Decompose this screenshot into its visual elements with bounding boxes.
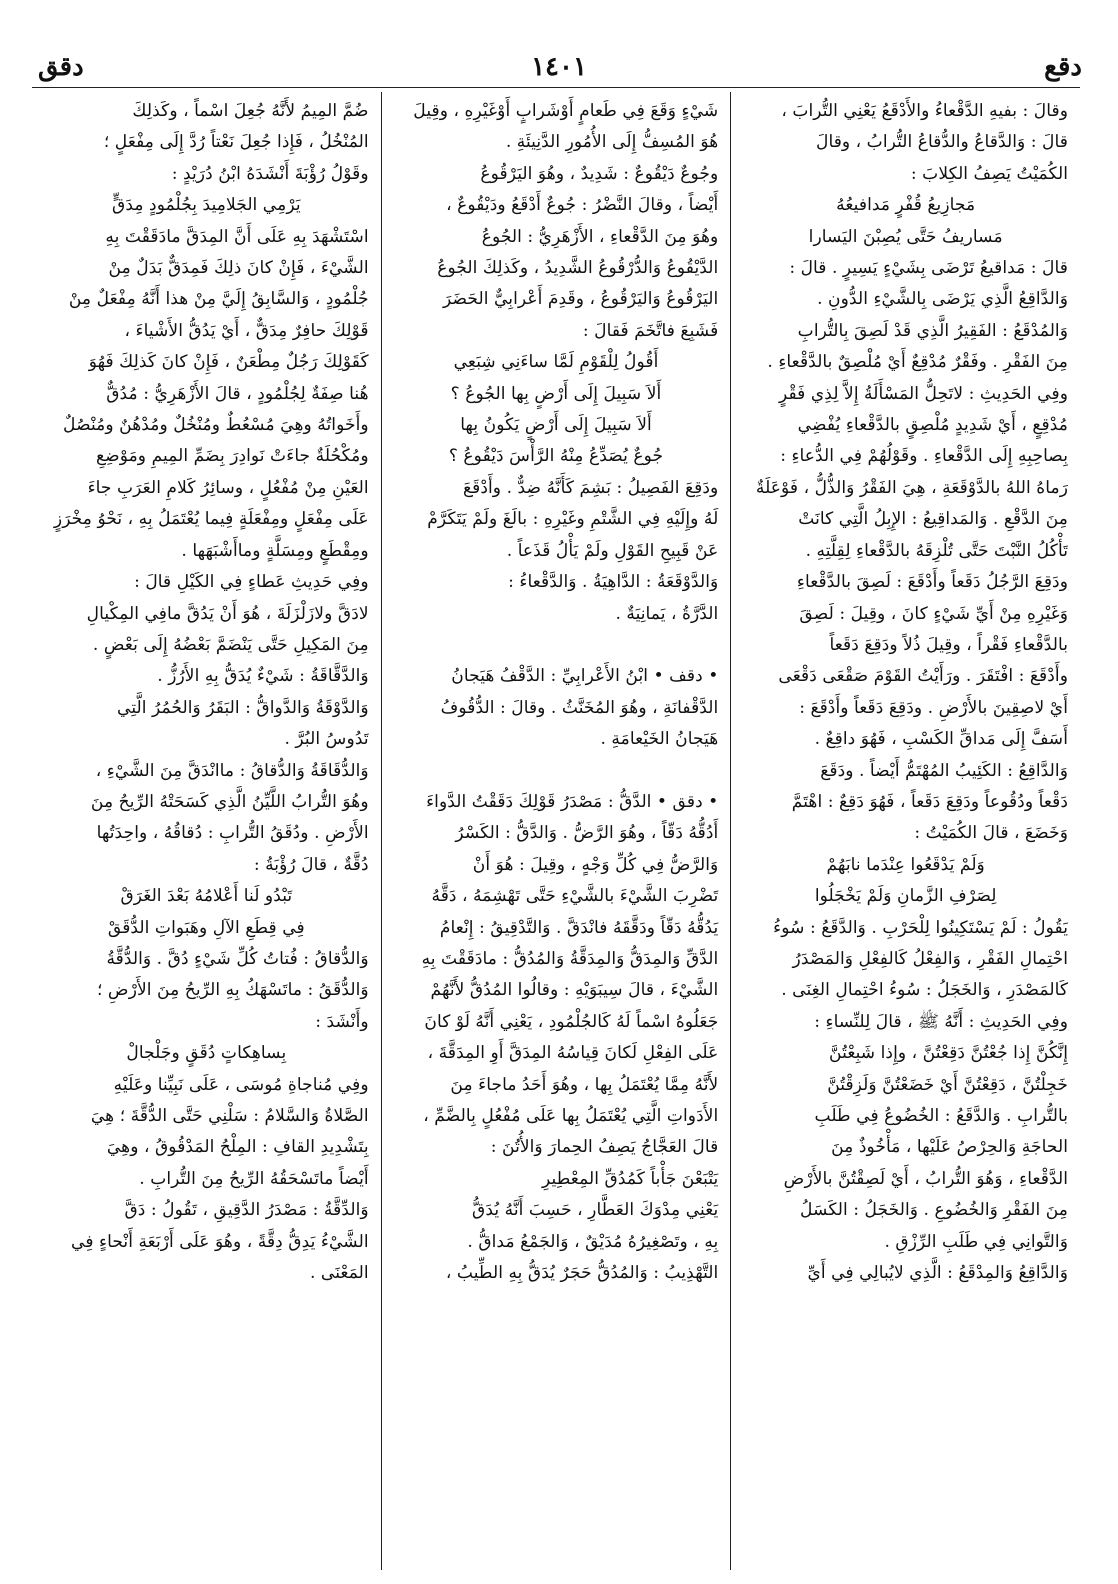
text-line: فِي قِطَعِ الآلِ وهَبَواتِ الدُّقَقْ [107,917,305,938]
text-line: التَّهْذِيبُ : وَالمُدُقُّ حَجَرٌ يُدَقُّ بِهِ الطِّيبُ ، [445,1263,719,1284]
text-line: بالتُّرابِ . وَالدَّقَعُ : الخُضُوعُ فِي طَلَبِ [814,1106,1068,1126]
text-line: تَدُوسُ البُرَّ . [284,729,369,750]
text-line: بِصاحِبِهِ إِلَى الدَّقْعاءِ . وقَوْلُهُمْ فِي الدُّعاءِ : [780,446,1068,467]
text-line: وَالمُدْقَعُ : الفَقِيرُ الَّذِي قَدْ لَصِقَ بِالتُّرابِ [797,320,1068,341]
text-line: وَالدِّقَّةُ : مَصْدَرُ الدَّقِيقِ ، تَقُولُ : دَقَّ [124,1200,369,1221]
blank-line [394,630,719,661]
text-line: أَلاَ سَبِيلَ إِلَى أَرْضٍ يَكُونُ بِها [460,415,652,436]
text-line: دَقْعاً ودُقُوعاً ودَقِعَ دَقَعاً ، فَهُوَ دَقِعٌ : اهْتَمَّ [791,791,1068,812]
column-middle [382,92,732,1570]
text-line: مِنَ الدَّقْعِ . وَالمَداقِيعُ : الإِبِلُ الَّتِي كانَتْ [798,509,1068,530]
text-line: الدَّقْعاءِ ، وَهُوَ التُّرابُ ، أَيْ لَصِقْتُنَّ بالأَرْضِ [783,1168,1068,1189]
text-line: أَلاَ سَبِيلَ إِلَى أَرْضٍ بِها الجُوعُ ؟ [450,383,662,404]
text-line: وَغَيْرِهِ مِنْ أَيِّ شَيْءٍ كانَ ، وقِيلَ : لَصِقَ [799,603,1068,624]
text-line: دُقَّةٌ ، قالَ رُؤْبَةُ : [253,854,369,875]
text-line: قالَ : وَالدَّقاعُ والدُّقاعُ التُّرابُ ، وقالَ [815,132,1068,153]
text-line: يَقُولُ : لَمْ يَسْتَكِينُوا لِلْحَرْبِ . وَالدَّقَعُ : سُوءُ [773,917,1068,938]
text-line: وأَدْقَعَ : افْتَقَرَ . ورَأَيْتُ القَوْمَ صَقْعَى دَقْعَى [778,666,1068,687]
text-line: يَتْبَعْنَ جَأْباً كَمُدُقِّ المِعْطِيرِ [542,1168,719,1189]
text-line: تَضْرِبَ الشَّيْءَ بالشَّيْءِ حَتَّى تَهْشِمَهُ ، دَقَّهُ [431,886,719,907]
text-line: وفِي الحَدِيثِ : لاتَحِلُّ المَسْأَلَةُ إِلاَّ لِذِي فَقْرٍ [778,383,1068,404]
header-rule [32,87,1080,88]
text-line: وَالدَّاقِعُ وَالمِدْقَعُ : الَّذِي لايُبالِي فِي أَيِّ [807,1263,1068,1284]
text-line: الدَّقْفانَةِ ، وهُوَ المُخَنَّثُ . وقالَ : الدُّقُوفُ [440,697,719,718]
text-line: بِهِ ، وتَصْغِيرُهُ مُدَيْقٌ ، وَالجَمْعُ مَداقُّ . [467,1231,719,1252]
text-line: أَيْضاً ماتَسْحَقُهُ الرِّيحُ مِنَ التُّرابِ . [139,1168,369,1189]
text-line: العَيْنِ مِنْ مُفْعُلٍ ، وسائِرُ كَلامِ العَرَبِ جاءَ [87,477,369,498]
text-line: الدَّيْقُوعُ وَالدُّرْقُوعُ الشَّدِيدُ ، وكَذلِكَ الجُوعُ [437,258,719,279]
text-line: وَالدُّقَاقَةُ وَالدُّقاقُ : ماانْدَقَّ مِنَ الشَّيْءِ ، [95,760,369,781]
text-line: يَدُقُّهُ دَقّاً ودَقَّقَهُ فانْدَقَّ . وَالتَّدْقِيقُ : إِنْعامُ [439,917,719,938]
column-left [32,92,382,1570]
text-line: أَيْ لاصِقِينَ بالأَرْضِ . ودَقِعَ دَقَعاً وأَدْقَعَ : [799,697,1068,718]
text-line: جَعَلُوهُ اسْماً لَهُ كَالجُلْمُودِ ، يَعْنِي أَنَّهُ لَوْ كانَ [424,1011,719,1032]
text-line: الحاجَةِ وَالحِرْصُ عَلَيْها ، مَأْخُوذٌ مِنَ [831,1137,1068,1158]
text-line: ودَقِعَ الفَصِيلُ : بَشِمَ كَأَنَّهُ ضِدٌّ . وأَدْقَعَ [463,477,719,498]
text-line: وهُوَ مِنَ الدَّقْعاءِ ، الأَزْهَرِيُّ : الجُوعُ [481,226,719,247]
text-line: تَأْكُلُ النَّبْتَ حَتَّى تُلْزِقَهُ بالدَّقْعاءِ لِقِلَّتِهِ . [805,540,1068,561]
text-line: وقالَ : بفيهِ الدَّقْعاءُ والأَدْقَعُ يَعْنِي التُّرابَ ، [781,101,1068,121]
text-line: وقَوْلُ رُؤْبَةَ أَنْشَدَهُ ابْنُ دُرَيْدٍ : [171,163,369,184]
text-line: شَيْءٍ وَقَعَ فِي طَعامٍ أَوْشَرابٍ أَوْغَيْرِهِ ، وقِيلَ [413,101,719,121]
header-last-root: دقق [38,52,84,82]
text-line: وَالدَّقَّاقَةُ : شَيْءٌ يُدَقُّ بِهِ الأَرُزُّ . [157,666,369,687]
text-line: يَعْنِي مِدْوَكَ العَطَّارِ ، حَسِبَ أَنَّهُ يُدَقُّ [472,1200,719,1221]
text-line: جُلْمُودٍ ، وَالسَّابِقُ إِلَيَّ مِنْ هذا أَنَّهُ مِفْعَلٌ مِنْ [68,289,369,310]
text-line: أَدُقُّهُ دَقّاً ، وهُوَ الرَّضُّ . وَالدَّقُّ : الكَسْرُ [455,823,719,844]
text-line: إِنَّكُنَّ إِذا جُعْتُنَّ دَقِعْتُنَّ ، وإِذا شَبِعْتُنَّ [829,1043,1068,1064]
text-line: مُدْقِعٍ ، أَيْ شَدِيدٍ مُلْصِقٍ بالدَّقْعاءِ يُفْضِي [797,415,1068,436]
text-line: بالدَّقْعاءِ فَقْراً ، وقِيلَ ذُلاً ودَقِعَ دَقَعاً [829,634,1068,655]
text-line: بِساهِكاتٍ دُقَقٍ وجَلْجالْ [126,1043,287,1064]
page-header [30,52,1088,92]
text-line: لادَقَّ ولازَلْزَلَةَ ، هُوَ أَنْ يَدُقَّ مافِي المِكْيالِ [86,603,369,624]
text-line: الدَّرَّةُ ، يَمانِيَةٌ . [615,603,719,624]
text-line: وَالرَّضُّ فِي كُلِّ وَجْهٍ ، وقِيلَ : هُوَ أَنْ [472,854,719,875]
text-line: مِنَ الفَقْرِ . وفَقْرٌ مُدْقِعٌ أَيْ مُلْصِقٌ بالدَّقْعاءِ . [767,352,1068,373]
text-line: عَلَى الفِعْلِ لَكانَ قِياسُهُ المِدَقَّ أَوِ المِدَقَّةَ ، [427,1043,719,1064]
text-line: بِتَشْدِيدِ القافِ : المِلْحُ المَدْقُوقُ ، وهِيَ [106,1137,369,1158]
text-line: رَماهُ اللهُ بالدَّوْقَعَةِ ، هِيَ الفَقْرُ وَالذُّلُّ ، فَوْعَلَةٌ [755,477,1068,498]
text-line: أَيْضاً ، وقالَ النَّضْرُ : جُوعٌ أَدْقَعُ ودَيْقُوعٌ ، [446,195,719,216]
text-line: قَوْلِكَ حافِرٌ مِدَقٌّ ، أَيْ يَدُقُّ الأَشْياءَ ، [124,320,369,341]
text-line: وأَخَواتُهُ وهِيَ مُسْعُطٌ ومُنْخُلٌ ومُدْهُنٌ ومُنْصُلٌ [63,415,369,436]
text-line: تَبْدُو لَنا أَعْلامُهُ بَعْدَ الغَرَقْ [120,886,293,907]
header-first-root: دقع [1044,52,1082,82]
text-line: مِنَ المَكِيلِ حَتَّى يَنْضَمَّ بَعْضُهُ إِلَى بَعْضٍ . [92,634,369,655]
text-line: مَساريفُ حَتَّى يُصِبْنَ اليَسارا [808,226,1003,247]
text-line: الدَّقِّ وَالمِدَقُّ وَالمِدَقَّةُ وَالمُدُقُّ : مادَقَقْتَ بِهِ [421,948,719,969]
text-line: الأَرْضِ . ودُقَقُ التُّرابِ : دُقاقُهُ ، واحِدَتُها [96,823,369,844]
text-line: وأَنْشَدَ : [315,1011,369,1032]
text-line: وفِي الحَدِيثِ : أَنَّهُ ﷺ ، قالَ لِلنِّساءِ : [814,1011,1068,1032]
text-line: فَشَبِعَ فاتَّخَمَ فَقالَ : [582,320,719,341]
text-line: كَالمَصْدَرِ ، وَالخَجَلُ : سُوءُ احْتِمالِ الغِنَى . [781,980,1068,1001]
text-line: وَالدُّقاقُ : فُتاتُ كُلِّ شَيْءٍ دُقَّ . وَالدُّقَّةُ [106,948,369,969]
text-line: وفِي حَدِيثِ عَطاءٍ فِي الكَيْلِ قالَ : [134,572,369,593]
text-line: وَالدَّوْقَعَةُ : الدَّاهِيَةُ . وَالدَّقْعاءُ : [508,572,719,593]
text-line: لَهُ وإِلَيْهِ فِي الشَّتْمِ وغَيْرِهِ : بالَغَ ولَمْ يَتَكَرَّمْ [427,509,719,530]
text-line: الشَّيْءَ ، قالَ سِيبَوَيْهِ : وقالُوا المُدُقُّ لأَنَّهُمْ [430,980,719,1001]
text-line: لأَنَّهُ مِمَّا يُعْتَمَلُ بِها ، وهُوَ أَحَدُ ماجاءَ مِنَ [450,1074,719,1095]
text-line: المُنْخُلُ ، فَإِذا جُعِلَ نَعْتاً رُدَّ إِلَى مِفْعَلٍ ؛ [103,132,369,153]
text-line: مِنَ الفَقْرِ وَالخُضُوعِ . وَالخَجَلُ : الكَسَلُ [799,1200,1068,1221]
text-line: وَخَضَعَ ، قالَ الكُمَيْتُ : [914,823,1068,844]
text-line: وَلَمْ يَدْقَعُوا عِنْدَما نابَهُمْ [826,854,985,875]
text-line: الشَّيْءُ يَدِقُّ دِقَّةً ، وهُوَ عَلَى أَرْبَعَةِ أَنْحاءٍ فِي [71,1231,369,1252]
text-line: وَالدَّاقِعُ : الكَئِيبُ المُهْتَمُّ أَيْضاً . ودَقَعَ [820,760,1068,781]
text-line: كَقَوْلِكَ رَجُلٌ مِطْعَنٌ ، فَإِنْ كانَ كَذلِكَ فَهُوَ [88,352,369,373]
text-line: الصَّلاةُ وَالسَّلامُ : سَلْنِي حَتَّى الدُّقَّةَ ؛ هِيَ [90,1106,369,1126]
text-line: وَالتَّوانِي فِي طَلَبِ الرِّزْقِ . [884,1231,1068,1252]
text-line: هُنا صِفَةٌ لِجُلْمُودٍ ، قالَ الأَزْهَرِيُّ : مُدُقٌّ [106,383,369,404]
text-line: ومِقْطَعٍ ومِسَلَّةٍ وماأَشْبَهَها . [181,540,369,561]
text-line: وجُوعٌ دَيْقُوعٌ : شَدِيدٌ ، وهُوَ اليَرْقُوعُ [480,163,719,184]
text-line: خَجِلْتُنَّ ، دَقِعْتُنَّ أَيْ خَضَعْتُنَّ وَلَزِقْتُنَّ [827,1074,1068,1095]
text-line: جُوعٌ يُصَدِّعُ مِنْهُ الرَّأْسَ دَيْقُوعُ ؟ [448,446,664,467]
text-line: عَلَى مِفْعَلٍ ومِفْعَلَةٍ فِيما يُعْتَمَلُ بِهِ ، نَحْوُ مِخْرَزٍ [53,509,369,530]
text-line: وفِي مُناجاةِ مُوسَى ، عَلَى نَبِيِّنا وعَلَيْهِ [113,1074,369,1095]
text-columns [32,92,1080,1570]
text-line: الكُمَيْتُ يَصِفُ الكِلابَ : [910,163,1068,184]
text-line: ودَقِعَ الرَّجُلُ دَقَعاً وأَدْقَعَ : لَصِقَ بالدَّقْعاءِ [796,572,1068,593]
text-line: احْتِمالِ الفَقْرِ ، وَالفِعْلُ كَالفِعْلِ وَالمَصْدَرُ [792,948,1068,969]
blank-line [394,756,719,787]
text-line: هُوَ المُسِفُّ إِلَى الأُمُورِ الدَّنِيئَةِ . [505,132,719,153]
text-line: وَالدُّقَقُ : ماتَسْهَكُ بِهِ الرِّيحُ مِنَ الأَرْضِ ؛ [96,980,369,1001]
text-line: قالَ : مَداقيعُ تَرْضَى بِشَيْءٍ يَسِيرٍ . قالَ : [789,258,1068,279]
text-line: هَيَجانُ الخَيْعامَةِ . [600,729,719,750]
text-line: لِصَرْفِ الزَّمانِ وَلَمْ يَخْجَلُوا [814,886,997,907]
text-line: عَنْ قَبِيحِ القَوْلِ ولَمْ يَأْلُ قَذَعاً . [506,540,719,561]
text-line: وهُوَ التُّرابُ اللَّيِّنُ الَّذِي كَسَحَتْهُ الرِّيحُ مِنَ [90,791,369,812]
text-line: أَقُولُ لِلْقَوْمِ لَمَّا ساءَنِي شِبَعِي [453,352,659,373]
text-line: اسْتَشْهَدَ بِهِ عَلَى أَنَّ المِدَقَّ مادَقَقْتَ بِهِ [105,226,369,247]
text-line: وَالدَّوْقَةُ وَالدَّواقُّ : البَقَرُ وَالحُمُرُ الَّتِي [117,697,369,718]
text-line: اليَرْقُوعُ وَاليَرْقُوعُ ، وقَدِمَ أَعْرابِيٌّ الحَضَرَ [443,289,719,310]
page-number: ١٤٠١ [531,52,587,82]
text-line: ومُكْحُلَةٌ جاءَتْ نَوادِرَ بِضَمِّ المِيمِ ومَوْضِعِ [95,446,369,467]
text-line: قالَ العَجَّاجُ يَصِفُ الحِمارَ وَالأُتُنَ : [490,1137,719,1158]
text-line: يَرْمِي الجَلامِيدَ بِجُلْمُودٍ مِدَقٍّ [112,195,301,216]
text-line: • دقف • ابْنُ الأَعْرابِيِّ : الدَّقْفُ هَيَجانُ [451,666,719,687]
text-line: الشَّيْءَ ، فَإِنْ كانَ ذلِكَ فَمِدَقٌّ بَدَلٌ مِنْ [108,258,369,279]
text-line: ضُمَّ المِيمُ لأَنَّهُ جُعِلَ اسْماً ، وكَذلِكَ [132,101,369,121]
text-line: وَالدَّاقِعُ الَّذِي يَرْضَى بِالشَّيْءِ الدُّونِ . [817,289,1068,310]
text-line: • دقق • الدَّقُّ : مَصْدَرُ قَوْلِكَ دَقَقْتُ الدَّواءَ [426,791,719,812]
column-right [731,92,1080,1570]
text-line: أَسَفَّ إِلَى مَداقِّ الكَسْبِ ، فَهُوَ داقِعٌ . [814,729,1068,750]
text-line: مَجازِيعُ قُفْرٍ مَدافيعُهُ [836,195,976,216]
text-line: المَعْنَى . [309,1263,369,1284]
text-line: الأَدَواتِ الَّتِي يُعْتَمَلُ بِها عَلَى مُفْعُلٍ بِالضَّمِّ ، [423,1106,719,1126]
